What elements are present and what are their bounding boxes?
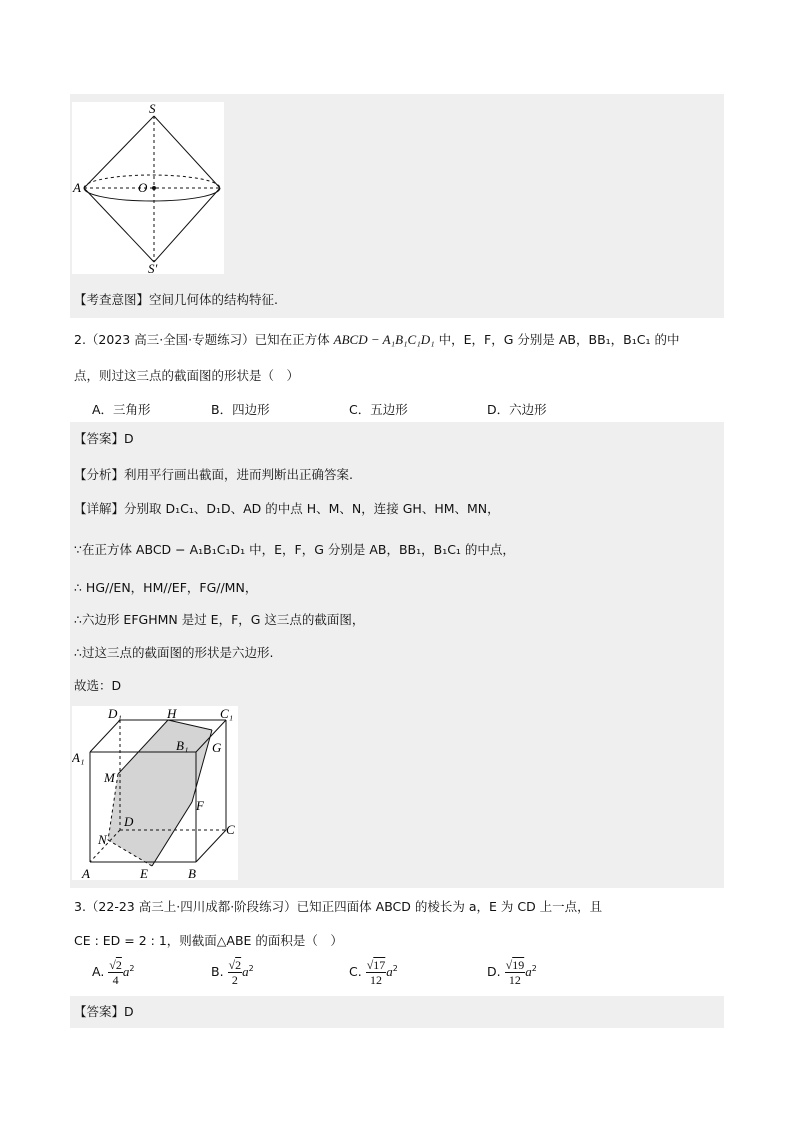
fig2-label-f: F: [196, 798, 204, 813]
fig1-label-a: A: [73, 180, 81, 195]
q2-option-d: D．六边形: [487, 402, 547, 417]
q2-choice: 故选：D: [74, 678, 122, 693]
fig2-label-a1: A₁: [72, 750, 85, 765]
fig2-label-b: B: [188, 866, 196, 880]
fig2-label-m: M: [104, 770, 115, 785]
fig2-label-g: G: [212, 740, 222, 755]
q2-detail-2: ∵在正方体 ABCD − A₁B₁C₁D₁ 中，E，F，G 分别是 AB，BB₁，B₁C₁ 的中点，: [74, 542, 515, 557]
q2-answer: 【答案】D: [74, 431, 134, 446]
q3-solution-block: [70, 996, 724, 1028]
q2-analysis: 【分析】利用平行画出截面，进而判断出正确答案.: [74, 467, 353, 482]
fig2-label-h: H: [167, 706, 177, 721]
fig2-label-d: D: [124, 814, 134, 829]
q3-option-c-fraction: $\frac{√17}{12}$: [366, 958, 386, 987]
q2-stem-cube: ABCD − A₁B₁C₁D₁: [333, 332, 435, 347]
q3-option-a-label: A.: [92, 964, 105, 979]
q2-stem-a: 2.（2023 高三·全国·专题练习）已知在正方体: [74, 332, 330, 347]
q2-stem-b: 中，E，F，G 分别是 AB，BB₁，B₁C₁ 的中: [438, 332, 680, 347]
q2-option-b: B．四边形: [211, 402, 270, 417]
q3-option-c: C. $\frac{√17}{12}$ $a^2$: [349, 958, 398, 987]
fig2-label-e: E: [140, 866, 148, 880]
q2-detail-5: ∴过这三点的截面图的形状是六边形.: [74, 645, 274, 660]
fig2-label-a: A: [82, 866, 90, 880]
q3-option-b: B. $\frac{√2}{2}$ $a^2$: [211, 958, 254, 987]
fig2-label-c: C: [226, 822, 235, 837]
q2-detail-4: ∴六边形 EFGHMN 是过 E，F，G 这三点的截面图，: [74, 612, 365, 627]
q3-option-d-fraction: $\frac{√19}{12}$: [505, 958, 525, 987]
q3-stem-line1: 3.（22-23 高三上·四川成都·阶段练习）已知正四面体 ABCD 的棱长为 a，E 为 CD 上一点，且: [74, 899, 603, 914]
q3-option-b-fraction: $\frac{√2}{2}$: [228, 958, 242, 987]
cube-section-svg: [72, 706, 238, 880]
double-cone-figure: [72, 102, 224, 274]
q3-option-a: A. $\frac{√2}{4}$ $a^2$: [92, 958, 135, 987]
fig1-label-o: O: [138, 180, 148, 195]
q3-option-c-label: C.: [349, 964, 362, 979]
q2-stem-line2: 点，则过这三点的截面图的形状是（ ）: [74, 368, 300, 383]
fig1-label-s: S: [149, 102, 156, 116]
fig1-label-s-prime: S′: [148, 261, 158, 274]
q2-option-a: A．三角形: [92, 402, 151, 417]
q3-option-a-fraction: $\frac{√2}{4}$: [109, 958, 122, 987]
double-cone-svg: [72, 102, 224, 274]
fig2-label-d1: D₁: [108, 706, 122, 721]
q3-answer: 【答案】D: [74, 1004, 134, 1019]
fig2-label-c1: C₁: [220, 706, 234, 721]
q1-intent: 【考查意图】空间几何体的结构特征.: [74, 292, 278, 307]
q2-detail-1: 【详解】分别取 D₁C₁、D₁D、AD 的中点 H、M、N，连接 GH、HM、MN，: [74, 501, 500, 516]
q3-option-d-label: D.: [487, 964, 501, 979]
cube-section-figure: [72, 706, 238, 880]
q2-stem-line1: [74, 331, 679, 349]
q3-stem-line2: CE : ED = 2 : 1，则截面△ABE 的面积是（ ）: [74, 933, 343, 948]
q3-option-b-label: B.: [211, 964, 224, 979]
fig2-label-b1: B₁: [176, 738, 189, 753]
fig2-label-n: N: [98, 832, 107, 847]
q3-option-d: D. $\frac{√19}{12}$ $a^2$: [487, 958, 537, 987]
q2-option-c: C．五边形: [349, 402, 408, 417]
q2-detail-3: ∴ HG//EN，HM//EF，FG//MN，: [74, 580, 258, 595]
